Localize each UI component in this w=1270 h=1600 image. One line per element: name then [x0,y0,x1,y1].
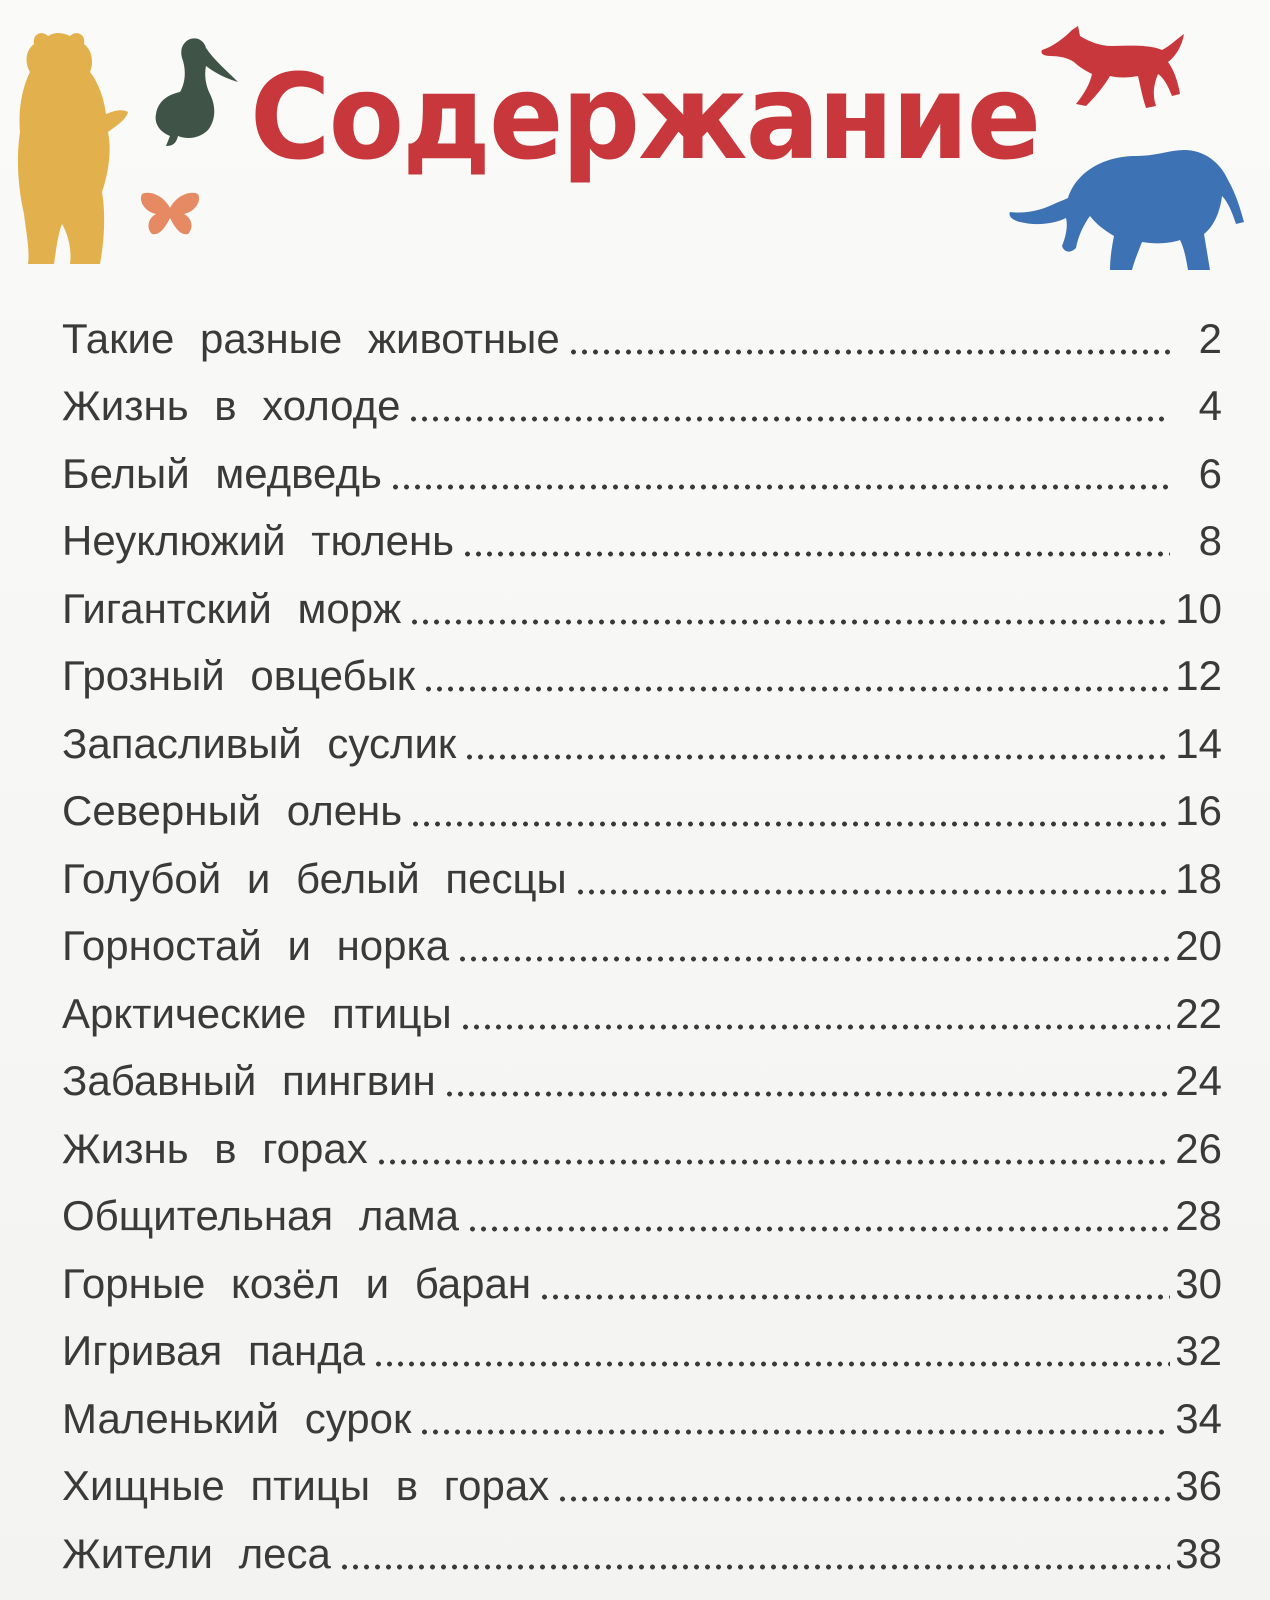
toc-entry[interactable] [62,643,1222,711]
dot-leader [568,349,1170,355]
toc-entry-title: Неуклюжий тюлень [62,517,455,565]
wolf-icon [1038,24,1188,112]
toc-entry[interactable] [62,508,1222,576]
toc-entry-title: Забавный пингвин [62,1057,436,1105]
toc-entry[interactable] [62,1048,1222,1116]
toc-entry-title: Грозный овцебык [62,652,416,700]
dot-leader [460,1024,1170,1030]
toc-entry-title: Игривая панда [62,1327,366,1375]
dot-leader [409,619,1170,625]
toc-entry-page-number: 6 [1198,449,1222,497]
page-title: Содержание [250,48,1040,186]
toc-entry[interactable] [62,373,1222,441]
toc-entry-page-number: 4 [1198,382,1222,430]
toc-entry-page-number: 30 [1175,1259,1222,1307]
toc-entry-page-number: 12 [1175,652,1222,700]
toc-entry-title: Такие разные животные [62,314,560,362]
dot-leader [390,484,1170,490]
dot-leader [457,956,1170,962]
toc-entry-page-number: 38 [1175,1529,1222,1577]
dot-leader [376,1159,1170,1165]
toc-entry-title: Жители леса [62,1529,331,1577]
toc-entry-title: Жизнь в горах [62,1124,368,1172]
toc-entry-title: Северный олень [62,787,403,835]
toc-entry[interactable] [62,1318,1222,1386]
toc-entry-title: Хищные птицы в горах [62,1462,550,1510]
toc-entry[interactable] [62,1115,1222,1183]
toc-entry-title: Арктические птицы [62,989,452,1037]
toc-entry-page-number: 16 [1175,787,1222,835]
dot-leader [373,1361,1170,1367]
bear-icon [8,28,138,268]
toc-entry-title: Жизнь в холоде [62,382,401,430]
dot-leader [464,754,1170,760]
toc-entry[interactable] [62,778,1222,846]
toc-entry-title: Белый медведь [62,449,382,497]
toc-entry[interactable] [62,1183,1222,1251]
toc-entry-page-number: 8 [1198,517,1222,565]
dot-leader [575,889,1170,895]
toc-entry-page-number: 34 [1175,1394,1222,1442]
table-of-contents [62,305,1222,1588]
toc-entry-page-number: 10 [1175,584,1222,632]
toc-entry[interactable] [62,980,1222,1048]
butterfly-icon [138,190,202,238]
toc-entry[interactable] [62,1520,1222,1588]
dot-leader [339,1564,1170,1570]
toc-entry-page-number: 2 [1198,314,1222,362]
dot-leader [444,1091,1170,1097]
dot-leader [410,821,1170,827]
toc-entry-title: Запасливый суслик [62,719,457,767]
toc-entry[interactable] [62,710,1222,778]
toc-entry-title: Горные козёл и баран [62,1259,532,1307]
dot-leader [408,416,1170,422]
toc-entry-page-number: 24 [1175,1057,1222,1105]
toc-entry-title: Общительная лама [62,1192,459,1240]
dot-leader [419,1429,1170,1435]
toc-entry[interactable] [62,305,1222,373]
toc-entry-title: Гигантский морж [62,584,402,632]
elephant-icon [1006,146,1246,274]
toc-entry[interactable] [62,913,1222,981]
dot-leader [467,1226,1170,1232]
toc-entry[interactable] [62,1385,1222,1453]
toc-entry-page-number: 28 [1175,1192,1222,1240]
toc-entry-title: Горностай и норка [62,922,450,970]
pelican-icon [152,36,242,146]
toc-entry[interactable] [62,1250,1222,1318]
toc-entry-page-number: 32 [1175,1327,1222,1375]
toc-entry[interactable] [62,845,1222,913]
toc-entry[interactable] [62,1453,1222,1521]
toc-entry[interactable] [62,575,1222,643]
toc-entry-page-number: 20 [1175,922,1222,970]
toc-entry-page-number: 22 [1175,989,1222,1037]
dot-leader [557,1496,1170,1502]
dot-leader [539,1294,1170,1300]
dot-leader [462,551,1170,557]
toc-entry-page-number: 26 [1175,1124,1222,1172]
toc-entry-page-number: 14 [1175,719,1222,767]
toc-entry-title: Маленький сурок [62,1394,412,1442]
toc-entry-page-number: 18 [1175,854,1222,902]
toc-entry-title: Голубой и белый песцы [62,854,567,902]
dot-leader [423,686,1170,692]
toc-entry[interactable] [62,440,1222,508]
toc-entry-page-number: 36 [1175,1462,1222,1510]
